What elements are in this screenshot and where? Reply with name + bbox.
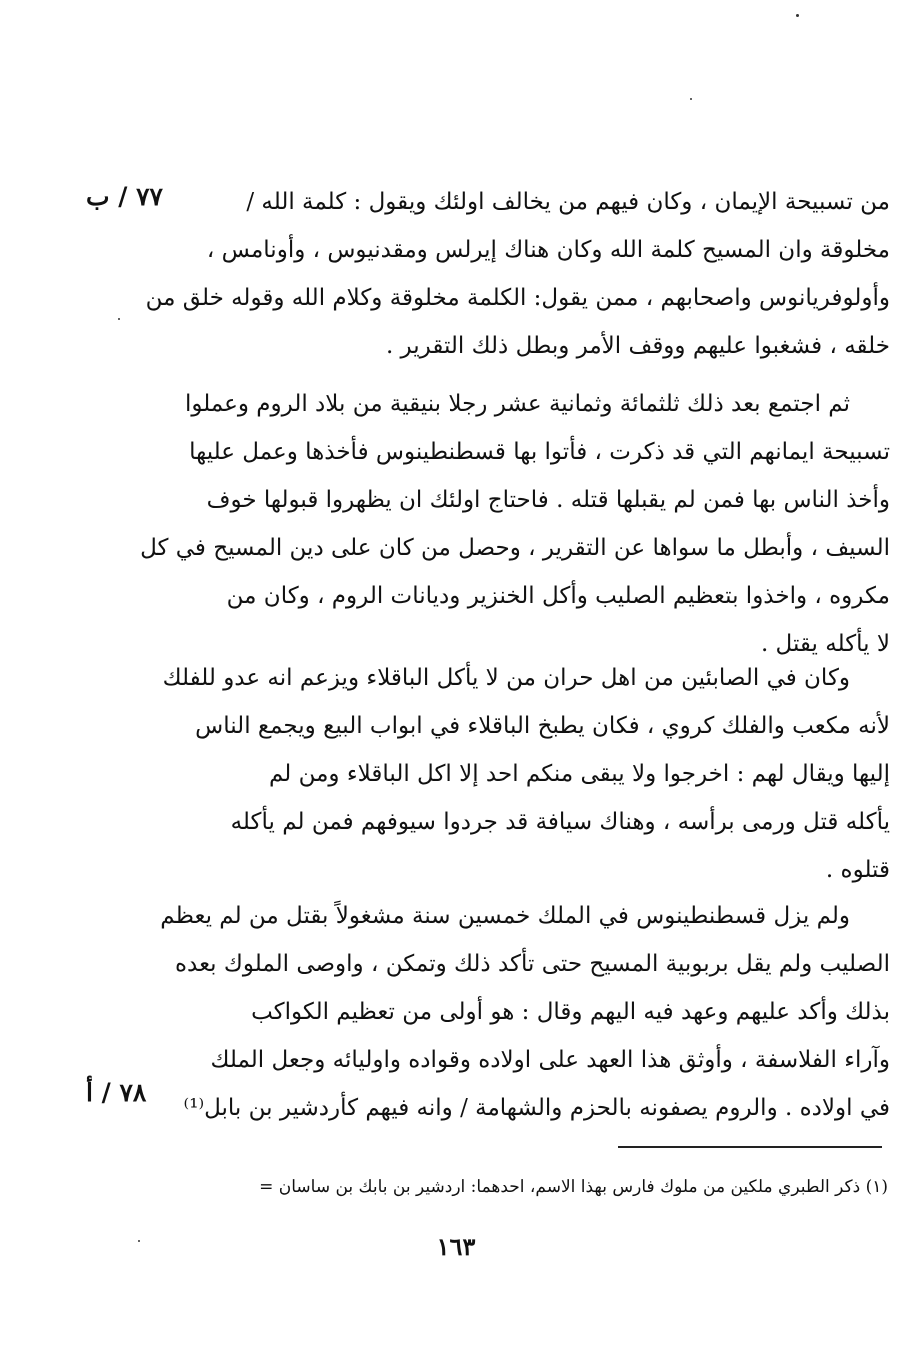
scan-speck xyxy=(690,98,692,100)
text-line: وأولوفريانوس واصحابهم ، ممن يقول: الكلمة مخلوقة وكلام الله وقوله خلق من xyxy=(145,285,890,311)
text-line: ولم يزل قسطنطينوس في الملك خمسين سنة مشغولاً بقتل من لم يعظم xyxy=(160,903,850,929)
text-line: بذلك وأكد عليهم وعهد فيه اليهم وقال : هو أولى من تعظيم الكواكب xyxy=(251,999,890,1025)
page-number: ١٦٣ xyxy=(436,1232,476,1261)
margin-folio-ref-78a: ٧٨ / أ xyxy=(86,1078,147,1107)
text-line: في اولاده . والروم يصفونه بالحزم والشهامة / وانه فيهم كأردشير بن بابل⁽¹⁾ xyxy=(183,1095,890,1121)
text-line: لأنه مكعب والفلك كروي ، فكان يطبخ الباقلاء في ابواب البيع ويجمع الناس xyxy=(195,713,890,739)
text-line: الصليب ولم يقل بربوبية المسيح حتى تأكد ذلك وتمكن ، واوصى الملوك بعده xyxy=(174,951,890,977)
paragraph-4 xyxy=(160,892,890,1132)
text-line: السيف ، وأبطل ما سواها عن التقرير ، وحصل من كان على دين المسيح في كل xyxy=(140,535,890,561)
text-line: مخلوقة وان المسيح كلمة الله وكان هناك إيرلس ومقدنيوس ، وأونامس ، xyxy=(206,237,890,263)
text-line: وآراء الفلاسفة ، وأوثق هذا العهد على اولاده وقواده واوليائه وجعل الملك xyxy=(210,1047,890,1073)
scan-speck xyxy=(796,14,799,17)
scan-speck xyxy=(118,318,120,320)
footnote: (١) ذكر الطبري ملكين من ملوك فارس بهذا الاسم، احدهما: اردشير بن بابك بن ساسان = xyxy=(259,1177,888,1197)
footnote-divider xyxy=(618,1146,882,1148)
text-line: ثم اجتمع بعد ذلك ثلثمائة وثمانية عشر رجلا بنيقية من بلاد الروم وعملوا xyxy=(184,391,850,417)
text-line: وأخذ الناس بها فمن لم يقبلها قتله . فاحتاج اولئك ان يظهروا قبولها خوف xyxy=(206,487,890,513)
text-line: يأكله قتل ورمى برأسه ، وهناك سيافة قد جردوا سيوفهم فمن لم يأكله xyxy=(230,809,890,835)
paragraph-1 xyxy=(145,178,890,370)
text-line: إليها ويقال لهم : اخرجوا ولا يبقى منكم احد إلا اكل الباقلاء ومن لم xyxy=(268,761,890,787)
text-line: من تسبيحة الإيمان ، وكان فيهم من يخالف اولئك ويقول : كلمة الله / xyxy=(246,189,890,215)
paragraph-2 xyxy=(140,380,890,668)
margin-folio-ref-77b: ٧٧ / ب xyxy=(86,182,163,211)
text-line: وكان في الصابئين من اهل حران من لا يأكل الباقلاء ويزعم انه عدو للفلك xyxy=(162,665,850,691)
paragraph-3 xyxy=(162,654,890,894)
text-line: قتلوه . xyxy=(825,857,890,883)
text-line: مكروه ، واخذوا بتعظيم الصليب وأكل الخنزير وديانات الروم ، وكان من xyxy=(226,583,890,609)
text-line: لا يأكله يقتل . xyxy=(760,631,890,657)
text-line: تسبيحة ايمانهم التي قد ذكرت ، فأتوا بها قسطنطينوس فأخذها وعمل عليها xyxy=(189,439,890,465)
text-line: خلقه ، فشغبوا عليهم ووقف الأمر وبطل ذلك التقرير . xyxy=(385,333,890,359)
